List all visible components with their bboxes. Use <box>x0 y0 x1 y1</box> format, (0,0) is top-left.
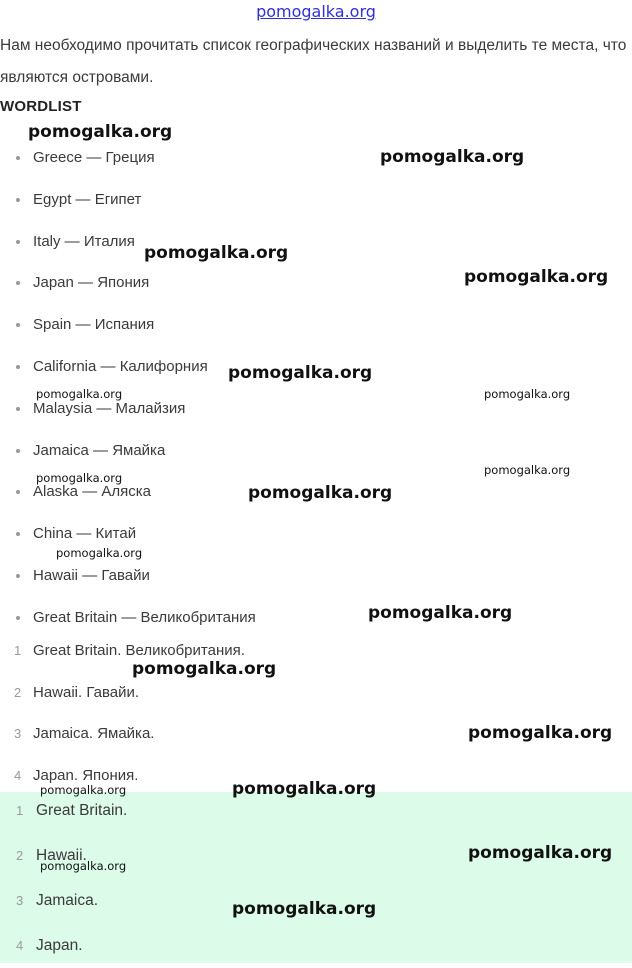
watermark: pomogalka.org <box>36 387 123 401</box>
watermark: pomogalka.org <box>40 859 127 873</box>
answer-list <box>0 630 245 796</box>
result-list <box>0 788 127 968</box>
wordlist-entry: Italy — Италия <box>33 232 135 250</box>
list-item <box>0 262 256 304</box>
item-number: 1 <box>16 803 24 818</box>
result-text: Jamaica. <box>36 892 99 909</box>
item-number: 3 <box>16 893 24 908</box>
watermark: pomogalka.org <box>248 483 393 503</box>
answer-text: Japan. Япония. <box>33 766 139 784</box>
bullet-icon <box>16 156 20 160</box>
watermark: pomogalka.org <box>36 471 123 485</box>
result-text: Hawaii. <box>36 847 87 864</box>
item-number: 4 <box>14 767 22 783</box>
list-item <box>0 179 256 221</box>
result-text: Great Britain. <box>36 802 128 819</box>
watermark: pomogalka.org <box>28 122 173 142</box>
wordlist-title: WORDLIST <box>0 98 82 115</box>
item-number: 2 <box>14 684 22 700</box>
watermark: pomogalka.org <box>132 659 277 679</box>
watermark: pomogalka.org <box>464 267 609 287</box>
wordlist-entry: Greece — Греция <box>33 149 155 166</box>
intro-text: Нам необходимо прочитать список географических названий и выделить те места, что являются островами. <box>0 37 627 86</box>
watermark: pomogalka.org <box>40 783 127 797</box>
watermark: pomogalka.org <box>56 546 143 560</box>
bullet-icon <box>16 365 20 369</box>
list-item <box>0 430 256 472</box>
bullet-icon <box>16 281 20 285</box>
wordlist-entry: California — Калифорния <box>33 357 208 375</box>
wordlist-entry: Spain — Испания <box>33 316 155 334</box>
item-number: 4 <box>16 938 24 953</box>
result-item <box>0 878 127 923</box>
answer-text: Hawaii. Гавайи. <box>33 683 140 701</box>
bullet-icon <box>16 407 20 411</box>
site-header-link[interactable]: pomogalka.org <box>256 2 376 21</box>
watermark: pomogalka.org <box>228 363 373 383</box>
wordlist-entry: Alaska — Аляска <box>33 483 151 501</box>
bullet-icon <box>16 198 20 202</box>
wordlist-entry: Hawaii — Гавайи <box>33 566 150 584</box>
wordlist-entry: Japan — Япония <box>33 274 150 292</box>
result-item <box>0 923 127 968</box>
list-item <box>0 137 256 179</box>
answer-item <box>0 713 245 755</box>
wordlist-entry: Malaysia — Малайзия <box>33 399 186 417</box>
watermark: pomogalka.org <box>468 843 613 863</box>
item-number: 2 <box>16 848 24 863</box>
bullet-icon <box>16 490 20 494</box>
bullet-icon <box>16 616 20 620</box>
bullet-icon <box>16 574 20 578</box>
bullet-icon <box>16 323 20 327</box>
bullet-icon <box>16 240 20 244</box>
wordlist-entry: Egypt — Египет <box>33 190 142 208</box>
watermark: pomogalka.org <box>144 243 289 263</box>
bullet-icon <box>16 532 20 536</box>
wordlist-entry: Great Britain — Великобритания <box>33 608 256 626</box>
answer-text: Great Britain. Великобритания. <box>33 642 245 659</box>
list-item <box>0 555 256 597</box>
list-item <box>0 304 256 346</box>
list-item <box>0 346 256 388</box>
watermark: pomogalka.org <box>484 463 571 477</box>
answer-text: Jamaica. Ямайка. <box>33 725 155 743</box>
item-number: 1 <box>14 643 22 658</box>
watermark: pomogalka.org <box>468 723 613 743</box>
item-number: 3 <box>14 726 22 742</box>
watermark: pomogalka.org <box>368 603 513 623</box>
watermark: pomogalka.org <box>232 899 377 919</box>
bullet-icon <box>16 449 20 453</box>
watermark: pomogalka.org <box>484 387 571 401</box>
wordlist-entry: Jamaica — Ямайка <box>33 441 166 459</box>
watermark: pomogalka.org <box>232 779 377 799</box>
wordlist-entry: China — Китай <box>33 525 137 543</box>
watermark: pomogalka.org <box>380 147 525 167</box>
result-text: Japan. <box>36 937 83 954</box>
